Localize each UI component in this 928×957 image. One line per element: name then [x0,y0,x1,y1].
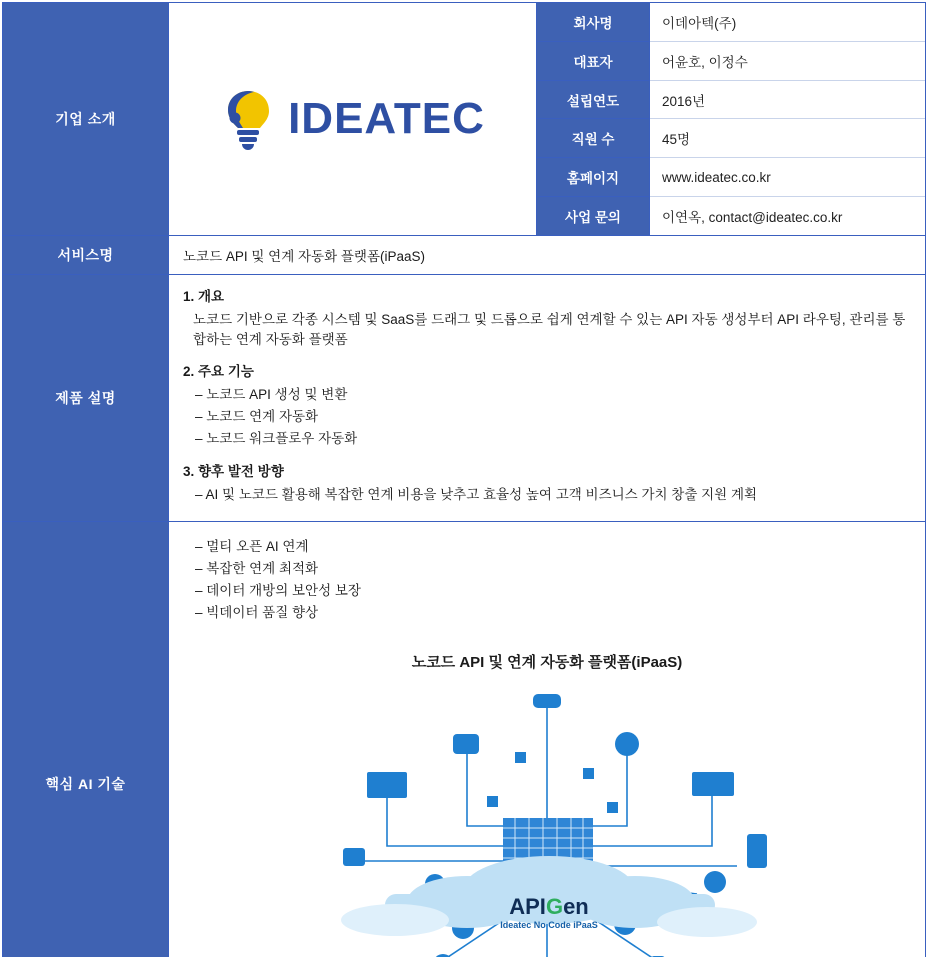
info-value: 이데아텍(주) [650,3,926,41]
table-row [537,41,925,80]
tablet-icon [747,834,767,868]
dot-node-icon [515,752,526,763]
headset-icon [704,871,726,893]
brand-subtext: Ideatec No Code iPaaS [500,920,598,931]
row-service-name [3,236,926,275]
dot-node-icon [607,802,618,813]
service-name-value: 노코드 API 및 연계 자동화 플랫폼(iPaaS) [169,236,926,275]
product-section2-list [183,385,911,450]
info-key: 설립연도 [537,80,650,119]
company-wordmark: IDEATEC [288,94,485,143]
info-value-contact[interactable]: 이연옥, contact@ideatec.co.kr [650,197,926,235]
dot-node-icon [583,768,594,779]
product-section3-title: 3. 향후 발전 방향 [183,464,284,480]
info-value: 45명 [650,119,926,158]
laptop-icon [692,772,734,796]
info-value: 2016년 [650,80,926,119]
table-row [537,158,925,197]
row-product-description [3,275,926,522]
list-item: – 멀티 오픈 AI 연계 [195,536,911,558]
row-core-ai-tech [3,521,926,957]
table-row [537,119,925,158]
table-row [537,197,925,235]
profile-table [2,2,926,957]
core-tech-list [183,536,911,623]
info-key: 회사명 [537,3,650,41]
row-label-product: 제품 설명 [3,275,169,522]
company-intro-content [169,3,926,236]
list-item: – 노코드 워크플로우 자동화 [195,429,911,450]
list-item: – AI 및 노코드 활용해 복잡한 연계 비용을 낮추고 효율성 높여 고객 비즈니스 가치 창출 지원 계획 [195,485,911,506]
info-key: 사업 문의 [537,197,650,235]
platform-diagram-svg [267,676,827,957]
row-company-intro [3,3,926,236]
core-tech-content [169,521,926,957]
info-value-homepage[interactable]: www.ideatec.co.kr [650,158,926,197]
device-node-icon [453,734,479,754]
info-key: 대표자 [537,41,650,80]
figure-title: 노코드 API 및 연계 자동화 플랫폼(iPaaS) [411,654,683,672]
lightbulb-logo-icon [220,88,274,150]
dot-node-icon [487,796,498,807]
table-row [537,80,925,119]
row-label-core-tech: 핵심 AI 기술 [3,521,169,957]
cart-icon [343,848,365,866]
product-section1-body: 노코드 기반으로 각종 시스템 및 SaaS를 드래그 및 드롭으로 쉽게 연계할 수 있는 API 자동 생성부터 API 라우팅, 관리를 통합하는 연계 자동화 플랫폼 [193,311,906,348]
brand-plate [481,890,617,932]
company-info-table [537,3,925,235]
list-item: – 노코드 API 생성 및 변환 [195,385,911,406]
product-section2-title: 2. 주요 기능 [183,364,254,380]
info-key: 직원 수 [537,119,650,158]
product-section3-list [183,485,911,506]
row-label-company-intro: 기업 소개 [3,3,169,236]
device-node-icon [533,694,561,708]
list-item: – 노코드 연계 자동화 [195,407,911,428]
list-item: – 복잡한 연계 최적화 [195,558,911,580]
row-label-service: 서비스명 [3,236,169,275]
list-item: – 빅데이터 품질 향상 [195,602,911,624]
platform-diagram [183,676,911,957]
list-item: – 데이터 개방의 보안성 보장 [195,580,911,602]
product-section1-title: 1. 개요 [183,289,225,304]
brand-text: APIGen [509,894,589,920]
info-key: 홈페이지 [537,158,650,197]
company-logo [169,3,537,235]
info-value: 어윤호, 이정수 [650,41,926,80]
product-description-content [169,275,926,522]
table-row [537,3,925,41]
monitor-icon [367,772,407,798]
device-node-icon [615,732,639,756]
